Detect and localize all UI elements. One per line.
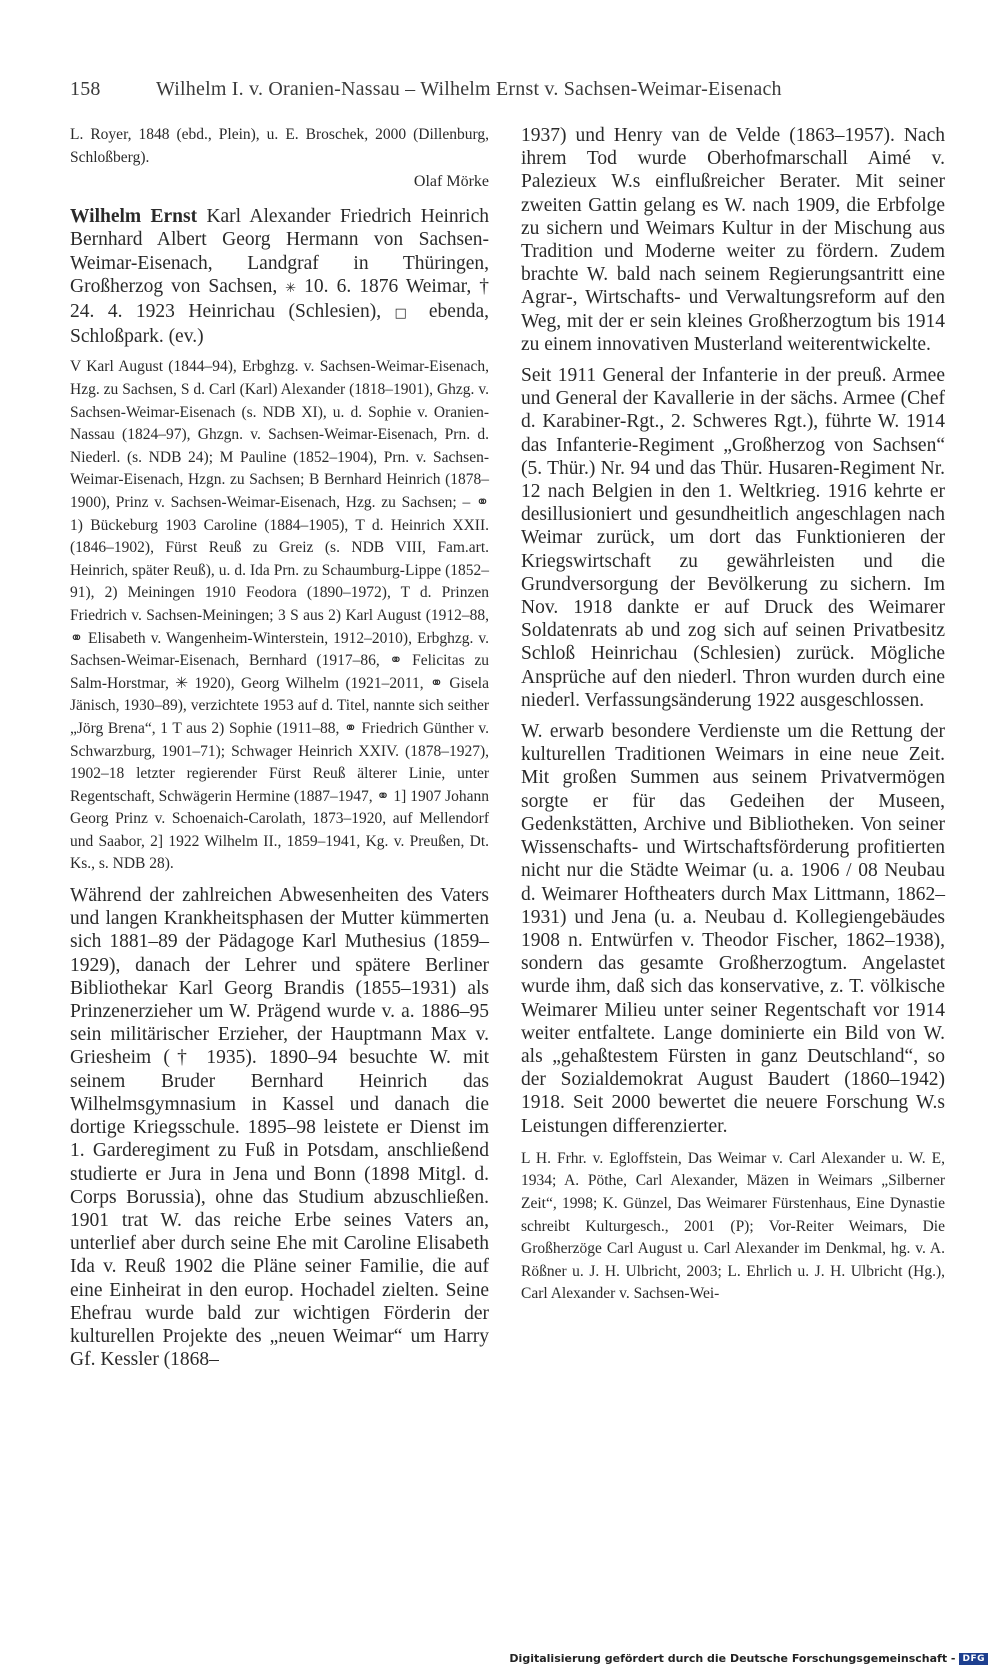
- lemma-name: Wilhelm Ernst: [70, 206, 198, 228]
- body-paragraph: Während der zahlreichen Abwesenheiten des Vaters und langen Krankheitsphasen der Mutter kümmerten sich 1881–89 der Pädagoge Karl Muthesius (1859–1929), danach der Lehrer und spätere Berliner Bibliothekar Karl Georg Brandis (1855–1931) als Prinzenerzieher um W. Prägend wurde v. a. 1886–95 sein militärischer Erzieher, der Hauptmann Max v. Griesheim († 1935). 1890–94 besuchte W. mit seinem Bruder Bernhard Heinrich das Wilhelmsgymnasium in Kassel und danach die dortige Kriegsschule. 1895–98 leistete er Dienst im 1. Garderegiment zu Fuß in Potsdam, anschließend studierte er Jura in Jena und Bonn (1898 Mitgl. d. Corps Borussia), ohne das Studium abzuschließen. 1901 trat W. das reiche Erbe seines Vaters an, unterlief aber durch seine Ehe mit Caroline Elisabeth Ida v. Reuß 1902 die Pläne seiner Familie, die auf eine Einheirat in den europ. Hochadel zielten. Seine Ehefrau wurde bald zur wichtigen Förderin der kulturellen Projekte des „neuen Weimar“ um Harry Gf. Kessler (1868–: [70, 885, 489, 1371]
- body-paragraph: W. erwarb besondere Verdienste um die Rettung der kulturellen Traditionen Weimars in eine neue Zeit. Mit großen Summen aus seinem Privatvermögen sorgte er für das Gedeihen der Museen, Gedenkstätten, Archive und Bibliotheken. Von seiner Wissenschafts- und Wirtschaftsförderung profitierten nicht nur die Städte Weimar (u. a. 1906 / 08 Neubau d. Weimarer Hoftheaters durch Max Littmann, 1862–1931) und Jena (u. a. Neubau d. Kollegiengebäudes 1908 n. Entwürfen v. Theodor Fischer, 1862–1938), sondern das gesamte Großherzogtum. Angelastet wurde ihm, daß sich das konservative, z. T. völkische Weimarer Milieu unter seiner Regentschaft vor 1914 weiter entfaltete. Lange dominierte ein Bild von W. als „gehaßtestem Fürsten in ganz Deutschland“, so der Sozialdemokrat August Baudert (1860–1942) 1918. Seit 2000 bewertet die neuere Forschung W.s Leistungen differenzierter.: [521, 721, 945, 1137]
- lemma-text: 24. 4. 1923 Heinrichau (Schlesien),: [70, 301, 395, 322]
- right-column: [521, 124, 945, 1306]
- digitization-footer: [509, 1652, 988, 1665]
- literature-block: L H. Frhr. v. Egloffstein, Das Weimar v. Carl Alexander u. W. E, 1934; A. Pöthe, Carl Alexander, Mäzen in Weimars „Silberner Zeit“, 1998; K. Günzel, Das Weimarer Fürstenhaus, Eine Dynastie schreibt Kulturgesch., 2001 (P); Vor-Reiter Weimars, Die Großherzöge Carl August u. Carl Alexander im Denkmal, hg. v. A. Rößner u. J. H. Ulbricht, 2003; L. Ehrlich u. J. H. Ulbricht (Hg.), Carl Alexander v. Sachsen-Wei-: [521, 1149, 945, 1303]
- running-header: [70, 78, 930, 101]
- previous-entry-author: Olaf Mörke: [413, 173, 489, 191]
- body-paragraph: 1937) und Henry van de Velde (1863–1957). Nach ihrem Tod wurde Oberhofmarschall Aimé v. Palezieux W.s einflußreicher Berater. Mit seiner zweiten Gattin gelang es W. nach 1909, die Erbfolge zu sichern und Weimars Kultur in der Mischung aus Tradition und Moderne weiter zu fördern. Zudem brachte W. bald nach seinem Regierungsantritt eine Agrar-, Wirtschafts- und Verwaltungsreform auf den Weg, mit der er sein kleines Großherzogtum bis 1914 zu einem innovativen Musterland weiterentwickelte.: [521, 125, 945, 355]
- birth-symbol: ✳: [285, 280, 297, 296]
- running-title: Wilhelm I. v. Oranien-Nassau – Wilhelm Ernst v. Sachsen-Weimar-Eisenach: [156, 78, 782, 100]
- grave-symbol: □: [394, 306, 416, 321]
- lemma-text: Karl Alexander Friedrich Heinrich Bernhard Albert Georg Hermann von Sachsen-Weimar-Eisenach, Landgraf in Thüringen, Großherzog von Sachsen,: [70, 206, 489, 297]
- page-number: 158: [70, 78, 101, 100]
- lemma-heading: [70, 205, 489, 348]
- left-column: [70, 124, 489, 1371]
- dfg-logo: DFG: [959, 1653, 988, 1665]
- genealogy-block: V Karl August (1844–94), Erbghzg. v. Sachsen-Weimar-Eisenach, Hzg. zu Sachsen, S d. Carl (Karl) Alexander (1818–1901), Ghzg. v. Sachsen-Weimar-Eisenach (s. NDB XI), u. d. Sophie v. Oranien-Nassau (1824–97), Ghzgn. v. Sachsen-Weimar-Eisenach, Prn. d. Niederl. (s. NDB 24); M Pauline (1852–1904), Prn. v. Sachsen-Weimar-Eisenach, Hzgn. zu Sachsen; B Bernhard Heinrich (1878–1900), Prinz v. Sachsen-Weimar-Eisenach, Hzg. zu Sachsen; – ⚭ 1) Bückeburg 1903 Caroline (1884–1905), T d. Heinrich XXII. (1846–1902), Fürst Reuß zu Greiz (s. NDB VIII, Fam.art. Heinrich, später Reuß), u. d. Ida Prn. zu Schaumburg-Lippe (1852–91), 2) Meiningen 1910 Feodora (1890–1972), T d. Prinzen Friedrich v. Sachsen-Meiningen; 3 S aus 2) Karl August (1912–88, ⚭ Elisabeth v. Wangenheim-Winterstein, 1912–2010), Erbghzg. v. Sachsen-Weimar-Eisenach, Bernhard (1917–86, ⚭ Felicitas zu Salm-Horstmar, ✳ 1920), Georg Wilhelm (1921–2011, ⚭ Gisela Jänisch, 1930–89), verzichtete 1953 auf d. Titel, nannte sich seither „Jörg Brena“, 1 T aus 2) Sophie (1911–88, ⚭ Friedrich Günther v. Schwarzburg, 1901–71); Schwager Heinrich XXIV. (1878–1927), 1902–18 letzter regierender Fürst Reuß älterer Linie, unter Regentschaft, Schwägerin Hermine (1887–1947, ⚭ 1] 1907 Johann Georg Prinz v. Schoenaich-Carolath, 1873–1920, auf Mellendorf und Saabor, 2] 1922 Wilhelm II., 1859–1941, Kg. v. Preußen, Dt. Ks., s. NDB 28).: [70, 358, 489, 873]
- death-symbol: †: [479, 275, 489, 297]
- lemma-text: ebenda, Schloßpark. (ev.): [70, 301, 489, 348]
- body-paragraph: Seit 1911 General der Infanterie in der preuß. Armee und General der Kavallerie in der sächs. Armee (Chef d. Karabiner-Rgt., 2. Schweres Rgt.), führte W. 1914 das Infanterie-Regiment „Großherzog von Sachsen“ (5. Thür.) Nr. 94 und das Thür. Husaren-Regiment Nr. 12 nach Belgien in den 1. Weltkrieg. 1916 kehrte er desillusioniert und gesundheitlich angeschlagen nach Weimar zurück, um dort das Funktionieren der Kriegswirtschaft zu gewährleisten und die Grundversorgung der Bevölkerung zu sichern. Im Nov. 1918 dankte er auf Druck des Weimarer Soldatenrats ab und zog sich auf seinen Privatbesitz Schloß Heinrichau (Schlesien) zurück. Mögliche Ansprüche auf den niederl. Thron wurden durch eine niederl. Verfassungsänderung 1922 ausgeschlossen.: [521, 365, 945, 711]
- previous-entry-tail: L. Royer, 1848 (ebd., Plein), u. E. Broschek, 2000 (Dillenburg, Schloßberg).: [70, 126, 489, 166]
- lemma-text: 10. 6. 1876 Weimar,: [296, 275, 480, 297]
- footer-credit: Digitalisierung gefördert durch die Deutsche Forschungsgemeinschaft -: [509, 1652, 956, 1665]
